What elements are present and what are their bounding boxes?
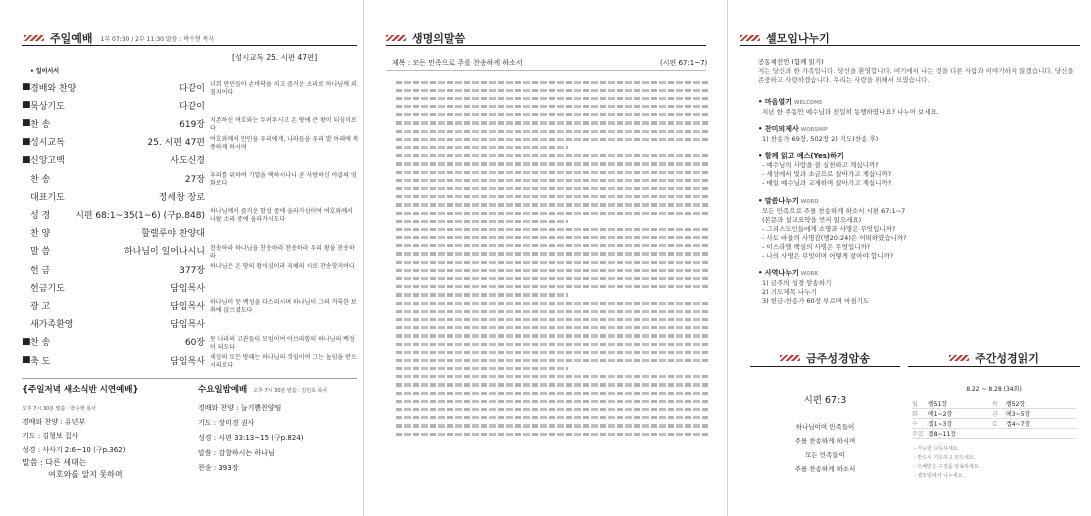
sermon-line-text <box>396 408 708 411</box>
sermon-line <box>396 373 708 381</box>
section-eng: WORSHIP <box>800 127 828 133</box>
order-label: 성 경 <box>30 210 51 221</box>
order-label: 헌 금 <box>30 265 51 276</box>
memory-box <box>750 350 900 510</box>
order-row <box>22 98 205 112</box>
order-value: 하나님이 일어나시니 <box>123 247 205 258</box>
section-line: 모든 민족으로 주를 찬송하게 하소서 시편 67:1~7 <box>762 207 906 215</box>
header-stripe-icon <box>740 35 760 41</box>
sermon-line-text <box>396 318 708 321</box>
evening-service <box>22 383 190 511</box>
sermon-panel <box>364 0 727 516</box>
sermon-line-text <box>396 351 708 354</box>
sermon-line-text <box>396 367 568 370</box>
order-label: 대표기도 <box>30 192 65 203</box>
sermon-line <box>396 234 708 242</box>
section-line: - 그리스도인들에게 소명과 사명은 무엇입니까? <box>762 225 896 233</box>
order-label: 찬 송 <box>30 119 51 130</box>
section-head-text: • 말씀나누기 <box>758 197 799 205</box>
section-head <box>758 197 1078 207</box>
memory-line: 하나님이여 민족들이 <box>795 423 855 431</box>
cell-section <box>758 125 1078 144</box>
sermon-section-title: 생명의말씀 <box>412 32 466 45</box>
cell-section <box>758 98 1078 117</box>
divider <box>22 378 357 379</box>
sermon-line-text <box>396 146 568 149</box>
cell-section <box>758 197 1078 261</box>
order-value: 시편 68:1~35(1~6) (구p.848) <box>75 210 205 221</box>
section-head <box>758 269 1078 279</box>
wednesday-line: 기도 : 장미경 권사 <box>198 419 255 427</box>
memory-title: 금주성경암송 <box>806 352 870 365</box>
reading-note: - 셀모임에서 나누세요. <box>914 473 965 479</box>
bullet-icon: ■ <box>22 355 31 365</box>
section-line: 3) 헌금-찬송가 60장 부르며 마침기도 <box>762 297 870 305</box>
order-row <box>30 207 205 221</box>
order-label: 헌금기도 <box>30 283 65 294</box>
sermon-line-text <box>396 285 708 288</box>
bullet-icon: ■ <box>22 336 31 347</box>
sermon-line <box>396 176 708 184</box>
sermon-line <box>396 103 708 111</box>
order-row <box>30 171 205 185</box>
sermon-line <box>396 340 708 348</box>
order-value: 25. 시편 47편 <box>147 138 205 149</box>
memory-line: 주를 찬송하게 하소서 <box>794 465 856 473</box>
order-value: 60장 <box>184 338 205 349</box>
memory-line: 모든 민족들이 <box>805 451 845 459</box>
section-line: 1) 금주의 성경 암송하기 <box>762 279 832 287</box>
wednesday-line: 성경 : 시편 33:13~15 (구p.824) <box>198 434 304 442</box>
header-stripe-icon <box>780 355 800 361</box>
sermon-line-text <box>396 310 708 313</box>
wednesday-lines <box>198 401 358 476</box>
section-line: 1) 찬송가 69장, 502장 2) 기도(찬송 후) <box>762 135 879 143</box>
sermon-line <box>396 144 708 152</box>
bullet-icon: ■ <box>22 118 31 129</box>
order-label: 묵상기도 <box>30 101 65 112</box>
worship-panel <box>0 0 363 516</box>
day-label: 화 <box>912 411 918 418</box>
order-row <box>22 135 205 149</box>
order-label: 축 도 <box>30 356 51 367</box>
memory-line: 주를 찬송하게 하시며 <box>794 437 856 445</box>
order-value: 담임목사 <box>170 320 205 331</box>
section-head-text: • 마음열기 <box>758 98 792 106</box>
day-reading: 렘52장 <box>1006 401 1026 408</box>
wednesday-line: 말씀 : 감찰하시는 하나님 <box>198 449 275 457</box>
order-row <box>30 189 205 203</box>
cell-header <box>740 30 830 46</box>
sermon-line-text <box>396 416 708 419</box>
evening-line: 성경 : 사사기 2:6~10 (구p.362) <box>22 446 126 454</box>
reading-title: 주간성경읽기 <box>975 352 1039 365</box>
section-head <box>758 98 1078 108</box>
section-line: - 세상에서 빛과 소금으로 살아가고 계십니까? <box>762 170 892 178</box>
order-note: 찬송하라 하나님을 찬송하라 찬송하라 우리 왕을 찬송하라 <box>210 244 355 260</box>
sermon-line <box>396 119 708 127</box>
section-line: (본문과 설교요약을 먼저 읽으세요) <box>762 216 862 224</box>
reading-row <box>912 409 1076 419</box>
section-line: 지난 한 주동안 예수님과 친밀히 동행하였나요? 나누어 보세요. <box>762 108 939 116</box>
divider <box>386 70 706 71</box>
sermon-line <box>396 332 708 340</box>
reading-note: - 은혜받은 구절을 암송하세요. <box>914 464 981 470</box>
sermon-line-text <box>396 236 708 239</box>
section-eng: WORD <box>800 199 819 205</box>
section-line: - 나의 사명은 무엇이며 어떻게 살아야 합니까? <box>762 252 894 260</box>
opening-declaration <box>758 58 1078 85</box>
wednesday-service <box>198 383 358 511</box>
bullet-icon: ■ <box>22 136 31 147</box>
order-row <box>22 353 205 367</box>
sermon-line-text <box>396 228 708 231</box>
sermon-line <box>396 168 708 176</box>
day-reading: 겔4~7장 <box>1006 421 1031 428</box>
day-label: 목 <box>992 401 998 408</box>
order-value: 377장 <box>179 265 205 276</box>
sermon-line <box>396 160 708 168</box>
section-line: 2) 기도제목 나누기 <box>762 288 817 296</box>
order-row <box>30 262 205 276</box>
day-reading: 겔8~11장 <box>928 431 957 438</box>
sermon-line-text <box>396 121 708 124</box>
wednesday-line: 찬송 : 393장 <box>198 464 239 472</box>
sermon-line-text <box>396 154 708 157</box>
bullet-icon: ■ <box>22 82 31 92</box>
divider <box>386 45 706 46</box>
order-value: 정세창 장로 <box>158 192 205 203</box>
section-head <box>758 125 1078 135</box>
day-label: 주일 <box>912 431 924 438</box>
sermon-line <box>396 389 708 397</box>
order-row <box>30 298 205 312</box>
order-row <box>30 317 205 331</box>
section-line: - 매일 예수님과 교제하며 살아가고 계십니까? <box>762 179 892 187</box>
day-reading: 애3~5장 <box>1006 411 1031 418</box>
section-head-text: • 사역나누기 <box>758 269 799 277</box>
sermon-line-text <box>396 130 708 133</box>
sermon-line-text <box>396 113 708 116</box>
day-label: 월 <box>912 401 918 408</box>
sermon-line <box>396 291 708 299</box>
sermon-line-text <box>396 400 708 403</box>
sermon-line <box>396 275 708 283</box>
sermon-line <box>396 422 708 430</box>
order-label: 새가족환영 <box>30 320 74 331</box>
sermon-line-text <box>396 212 708 215</box>
sermon-line <box>396 201 708 209</box>
sermon-line <box>396 184 708 192</box>
day-label: 금 <box>992 411 998 418</box>
sermon-line <box>396 397 708 405</box>
evening-line: 기도 : 김형보 집사 <box>22 432 79 440</box>
order-value: 담임목사 <box>170 283 205 294</box>
order-value: 사도신경 <box>170 156 205 167</box>
sermon-reference: (시편 67:1~7) <box>660 59 708 67</box>
order-label: 말 씀 <box>30 247 51 258</box>
sermon-title: 제목 : 모든 민족으로 주를 찬송하게 하소서 <box>392 59 523 67</box>
sermon-line <box>396 283 708 291</box>
sermon-line-text <box>396 375 708 378</box>
sermon-line <box>396 86 708 94</box>
sermon-line <box>396 217 708 225</box>
divider <box>908 366 1080 367</box>
sermon-line <box>396 242 708 250</box>
sermon-line <box>396 135 708 143</box>
cell-section <box>758 269 1078 306</box>
sermon-line <box>396 250 708 258</box>
memory-ref: 시편 67:3 <box>803 395 847 406</box>
worship-subtitle: 1부 07:30 / 2부 11:30 말씀 : 박수현 목사 <box>100 35 215 43</box>
wednesday-title: 수요일밤예배 <box>198 385 248 395</box>
evening-line: 말씀 : 다른 세대는 <box>22 458 87 467</box>
sermon-line <box>396 348 708 356</box>
section-eng: WORK <box>800 271 819 277</box>
header-stripe-icon <box>949 355 969 361</box>
order-value: 담임목사 <box>170 356 205 367</box>
sermon-line <box>396 356 708 364</box>
header-stripe-icon <box>24 35 44 41</box>
day-reading: 겔1~3장 <box>928 421 953 428</box>
sermon-line-text <box>396 302 708 305</box>
sermon-line-text <box>396 203 708 206</box>
sermon-line <box>396 414 708 422</box>
order-row <box>30 244 205 258</box>
sermon-line <box>396 381 708 389</box>
wednesday-line: 경배와 찬양 : 늘기쁨찬양팀 <box>198 404 282 412</box>
sermon-line-text <box>396 195 708 198</box>
sermon-line <box>396 209 708 217</box>
header-stripe-icon <box>386 35 406 41</box>
evening-meta: 오후 7시 30분 말씀 : 박수현 목사 <box>22 406 96 412</box>
day-reading: 렘51장 <box>928 401 948 408</box>
sermon-line-text <box>396 261 708 264</box>
section-head-text: • 찬미의제사 <box>758 125 799 133</box>
sermon-body <box>396 78 708 438</box>
reading-note: - 반드시 기도하고 읽으세요. <box>914 455 976 461</box>
sermon-line <box>396 324 708 332</box>
bullet-icon: ■ <box>22 154 31 165</box>
sermon-line <box>396 307 708 315</box>
sermon-header <box>386 30 465 46</box>
order-note: 우리를 위하여 기업을 택하시나니 곧 사랑하신 야곱의 영화로다 <box>210 172 357 187</box>
order-note: 하나님께서 즐거운 함성 중에 올라가심이여 여호와께서 나팔 소리 중에 올라가시도다 <box>210 208 353 224</box>
sermon-line <box>396 430 708 438</box>
evening-line: 경배와 찬양 : 유년부 <box>22 418 86 426</box>
sermon-line-text <box>396 244 708 247</box>
sermon-line <box>396 111 708 119</box>
sermon-line-text <box>396 171 708 174</box>
sermon-line-text <box>396 334 708 337</box>
opening-text: 저는 당신과 한 가족입니다. 당신을 환영합니다. 여기에서 나는 것을 다른 사람과 이야기하지 않겠습니다. 당신을 존중하고 사랑하겠습니다. 우리는 사랑을 위해서 모였습니다. <box>758 67 1074 84</box>
order-label: 신앙고백 <box>30 156 65 167</box>
section-head-text: • 함께 읽고 예스(Yes)하기 <box>758 152 844 160</box>
reading-note: - 가능한 다독하세요. <box>914 446 960 452</box>
order-label: 찬 송 <box>30 338 51 349</box>
section-line: - 예수님의 사랑을 잘 실천하고 계십니까? <box>762 161 879 169</box>
order-label: 찬 양 <box>30 229 51 240</box>
section-line: - 이스라엘 백성의 사명은 무엇입니까? <box>762 243 871 251</box>
reading-range: 8.22 ~ 8.28 (34회) <box>966 386 1022 393</box>
sermon-line-text <box>396 187 708 190</box>
order-value: 할렐루야 찬양대 <box>141 229 205 240</box>
sermon-line-text <box>396 433 708 436</box>
wednesday-meta: 오후 7시 30분 말씀 : 김민호 목사 <box>253 388 328 394</box>
day-reading: 애1~2장 <box>928 411 953 418</box>
order-note: 뭇 나라의 고관들이 모임이여 아브라함의 하나님의 백성이 되도다 <box>210 335 355 351</box>
sermon-line <box>396 315 708 323</box>
section-eng: WELCOME <box>793 100 823 106</box>
reading-row <box>912 399 1076 409</box>
evening-line: 여호와를 알지 못하며 <box>48 470 123 479</box>
sermon-line <box>396 78 708 86</box>
sermon-line-text <box>396 383 708 386</box>
order-value: 다같이 <box>178 101 205 112</box>
sermon-line-text <box>396 81 708 84</box>
reading-notes <box>914 445 1074 481</box>
sermon-line <box>396 406 708 414</box>
day-label: 토 <box>992 421 998 428</box>
sermon-line-text <box>396 293 568 296</box>
reading-box <box>908 350 1080 510</box>
divider <box>22 45 357 46</box>
section-head <box>758 152 1078 161</box>
sermon-line <box>396 152 708 160</box>
sermon-line <box>396 266 708 274</box>
sermon-line <box>396 127 708 135</box>
sermon-line <box>396 193 708 201</box>
call-to-worship: [성시교독 25. 시편 47편] <box>232 53 318 62</box>
sermon-line-text <box>396 343 708 346</box>
order-label: 경배와 찬양 <box>30 83 77 94</box>
memory-lines <box>750 420 900 476</box>
sermon-line-text <box>396 359 708 362</box>
order-note: 하나님이 뭇 백성을 다스리시며 하나님이 그의 거룩한 보좌에 앉으셨도다 <box>210 299 357 315</box>
evening-lines <box>22 415 190 481</box>
reading-table <box>912 399 1076 439</box>
bullet-icon: ■ <box>22 100 31 111</box>
evening-title: {주일저녁 새소식반 시연예배} <box>22 385 139 395</box>
order-label: 성시교독 <box>30 138 65 149</box>
order-row <box>30 226 205 240</box>
order-note: 지존하신 여호와는 두려우시고 온 땅에 큰 왕이 되심이로다 <box>210 117 357 133</box>
order-note: 세상의 모든 방패는 하나님의 것임이여 그는 높임을 받으시리로다 <box>210 354 357 369</box>
divider <box>740 45 1080 46</box>
order-value: 619장 <box>179 119 205 130</box>
order-row <box>22 116 205 130</box>
order-note: 여호와께서 만민을 우리에게, 나라들을 우리 발 아래에 복종하게 하시며 <box>210 135 359 151</box>
day-label: 수 <box>912 421 918 428</box>
order-note: 하나님은 온 땅의 왕이심이라 지혜의 시로 찬송할지어다 <box>210 263 355 270</box>
sermon-line <box>396 94 708 102</box>
worship-header <box>24 30 214 46</box>
sermon-line-text <box>396 277 708 280</box>
sermon-line-text <box>396 424 708 427</box>
cell-title: 셀모임나누기 <box>766 32 830 45</box>
order-value: 담임목사 <box>170 301 205 312</box>
order-label: 광 고 <box>30 301 51 312</box>
sermon-line-text <box>396 162 708 165</box>
sermon-line <box>396 365 708 373</box>
order-value: 다같이 <box>178 83 205 94</box>
sermon-line-text <box>396 89 708 92</box>
sermon-line-text <box>396 105 708 108</box>
order-row <box>22 335 205 349</box>
order-note: 너희 만민들아 손바닥을 치고 즐거운 소리로 하나님께 외칠지어다 <box>210 81 357 96</box>
section-line: - 사도 바울의 사명감(행20:24)은 어떠하였습니까? <box>762 234 907 242</box>
sermon-line <box>396 225 708 233</box>
stand-instruction: • 일어서서 <box>30 68 60 75</box>
order-row <box>22 153 205 167</box>
divider <box>750 366 900 367</box>
reading-row <box>912 429 1076 439</box>
sermon-line-text <box>396 97 708 100</box>
sermon-line-text <box>396 326 708 329</box>
order-row <box>30 280 205 294</box>
order-row <box>22 80 205 94</box>
sermon-line-text <box>396 138 708 141</box>
sermon-line <box>396 258 708 266</box>
opening-head: 공동체선언 (함께 읽기) <box>758 58 824 66</box>
sermon-line-text <box>396 179 708 182</box>
sermon-line-text <box>396 220 568 223</box>
reading-row <box>912 419 1076 429</box>
sermon-line-text <box>396 392 708 395</box>
worship-title: 주일예배 <box>50 32 93 45</box>
sermon-line-text <box>396 252 708 255</box>
sermon-line-text <box>396 269 708 272</box>
order-label: 찬 송 <box>30 174 51 185</box>
sermon-line <box>396 299 708 307</box>
order-value: 27장 <box>184 174 205 185</box>
cell-panel <box>728 0 1091 516</box>
cell-section <box>758 152 1078 188</box>
